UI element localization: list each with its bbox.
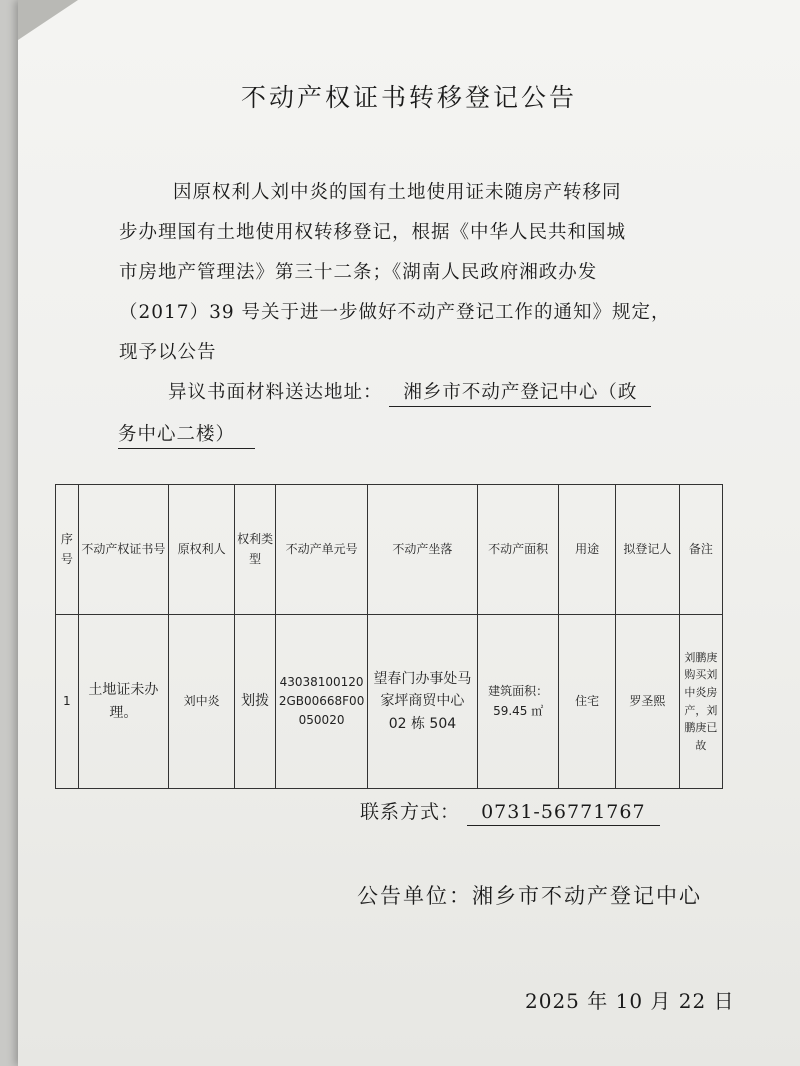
objection-address-row	[168, 378, 651, 407]
header-right-type: 权利类型	[235, 485, 276, 615]
table-header-row	[56, 485, 723, 615]
objection-address-2: 务中心二楼）	[118, 420, 255, 449]
cell-remark: 刘鹏庚购买刘中炎房产，刘鹏庚已故	[679, 615, 722, 789]
folded-corner	[18, 0, 78, 40]
header-usage: 用途	[559, 485, 616, 615]
table-row	[56, 615, 723, 789]
paragraph-line-4: （2017）39 号关于进一步做好不动产登记工作的通知》规定，	[119, 302, 671, 323]
paragraph-line-2: 步办理国有土地使用权转移登记，根据《中华人民共和国城	[119, 222, 627, 243]
contact-phone: 0731-56771767	[467, 801, 659, 826]
objection-label: 异议书面材料送达地址：	[168, 382, 383, 403]
issuer: 公告单位：湘乡市不动产登记中心	[357, 884, 702, 908]
paragraph-line-5: 现予以公告	[119, 342, 217, 363]
cell-area: 建筑面积：59.45 ㎡	[478, 615, 559, 789]
header-area: 不动产面积	[478, 485, 559, 615]
header-cert-no: 不动产权证书号	[78, 485, 169, 615]
objection-address-1: 湘乡市不动产登记中心（政	[389, 378, 651, 407]
contact-row	[360, 797, 660, 826]
objection-address-row-2	[118, 420, 255, 449]
header-original-owner: 原权利人	[169, 485, 235, 615]
cell-unit-no: 430381001202GB00668F00050020	[276, 615, 368, 789]
cell-right-type: 划拨	[235, 615, 276, 789]
cell-location: 望春门办事处马家坪商贸中心 02 栋 504	[367, 615, 477, 789]
paragraph-line-3: 市房地产管理法》第三十二条；《湖南人民政府湘政办发	[119, 262, 598, 283]
cell-index: 1	[56, 615, 79, 789]
notice-title: 不动产权证书转移登记公告	[240, 83, 577, 112]
property-table	[55, 484, 723, 789]
contact-label: 联系方式：	[360, 801, 461, 823]
notice-date: 2025 年 10 月 22 日	[525, 989, 735, 1013]
header-remark: 备注	[679, 485, 722, 615]
header-index: 序号	[56, 485, 79, 615]
paragraph-line-1: 因原权利人刘中炎的国有土地使用证未随房产转移同	[173, 182, 622, 203]
cell-original-owner: 刘中炎	[169, 615, 235, 789]
cell-cert-no: 土地证未办理。	[78, 615, 169, 789]
header-proposed-registrant: 拟登记人	[615, 485, 679, 615]
cell-proposed-registrant: 罗圣熙	[615, 615, 679, 789]
header-location: 不动产坐落	[367, 485, 477, 615]
cell-usage: 住宅	[559, 615, 616, 789]
header-unit-no: 不动产单元号	[276, 485, 368, 615]
